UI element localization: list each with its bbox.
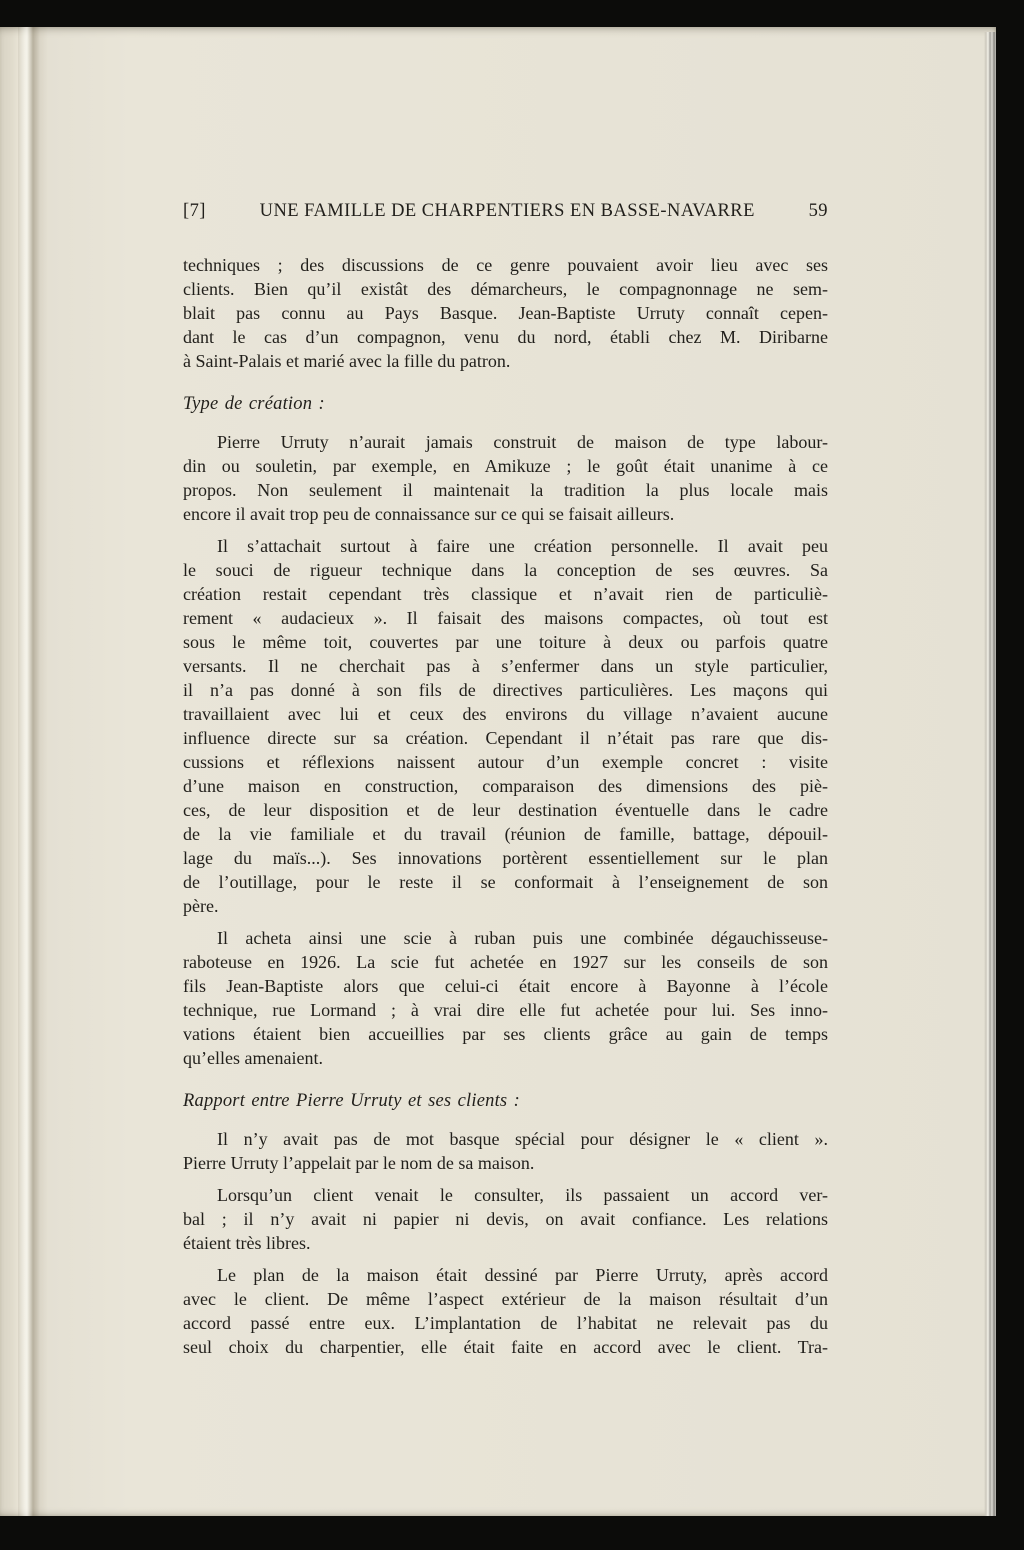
paragraph [183, 534, 828, 918]
spine-crease [18, 27, 40, 1516]
text-line: qu’elles amenaient. [183, 1048, 323, 1068]
text-line: raboteuse en 1926. La scie fut achetée en 1927 sur les conseils de son [183, 952, 828, 972]
text-line: dant le cas d’un compagnon, venu du nord, établi chez M. Diribarne [183, 327, 828, 347]
text-line: rement « audacieux ». Il faisait des maisons compactes, où tout est [183, 608, 828, 628]
text-line: versants. Il ne cherchait pas à s’enfermer dans un style particulier, [183, 656, 828, 676]
paragraph [183, 430, 828, 526]
header-title: UNE FAMILLE DE CHARPENTIERS EN BASSE-NAVARRE [259, 201, 755, 221]
paragraph [183, 253, 828, 373]
text-line: il n’a pas donné à son fils de directives particulières. Les maçons qui [183, 680, 828, 700]
text-line: père. [183, 896, 219, 916]
page-edge-stack [984, 32, 996, 1516]
text-line: Pierre Urruty n’aurait jamais construit de maison de type labour- [217, 432, 828, 452]
text-column [183, 198, 828, 1367]
text-line: Le plan de la maison était dessiné par Pierre Urruty, après accord [217, 1265, 828, 1285]
text-line: encore il avait trop peu de connaissance sur ce qui se faisait ailleurs. [183, 504, 675, 524]
text-line: à Saint-Palais et marié avec la fille du patron. [183, 351, 511, 371]
text-line: Lorsqu’un client venait le consulter, ils passaient un accord ver- [217, 1185, 828, 1205]
text-line: influence directe sur sa création. Cependant il n’était pas rare que dis- [183, 728, 828, 748]
text-line: technique, rue Lormand ; à vrai dire elle fut achetée pour lui. Ses inno- [183, 1000, 828, 1020]
text-line: Il acheta ainsi une scie à ruban puis une combinée dégauchisseuse- [217, 928, 828, 948]
text-line: cussions et réflexions naissent autour d’un exemple concret : visite [183, 752, 828, 772]
text-line: Pierre Urruty l’appelait par le nom de sa maison. [183, 1153, 535, 1173]
text-line: avec le client. De même l’aspect extérieur de la maison résultait d’un [183, 1289, 828, 1309]
text-line: création restait cependant très classique et n’avait rien de particuliè- [183, 584, 828, 604]
text-line: vations étaient bien accueillies par ses clients grâce au gain de temps [183, 1024, 828, 1044]
text-line: étaient très libres. [183, 1233, 311, 1253]
text-line: Il n’y avait pas de mot basque spécial pour désigner le « client ». [217, 1129, 828, 1149]
text-line: seul choix du charpentier, elle était faite en accord avec le client. Tra- [183, 1337, 828, 1357]
paragraph [183, 1183, 828, 1255]
text-line: blait pas connu au Pays Basque. Jean-Baptiste Urruty connaît cepen- [183, 303, 828, 323]
text-line: techniques ; des discussions de ce genre pouvaient avoir lieu avec ses [183, 255, 828, 275]
text-line: le souci de rigueur technique dans la conception de ses œuvres. Sa [183, 560, 828, 580]
section-heading: Rapport entre Pierre Urruty et ses clients : [183, 1091, 520, 1111]
paragraph [183, 926, 828, 1070]
text-line: travaillaient avec lui et ceux des environs du village n’avaient aucune [183, 704, 828, 724]
header-page-number: 59 [808, 201, 828, 221]
text-line: clients. Bien qu’il existât des démarcheurs, le compagnonnage ne sem- [183, 279, 828, 299]
page-header [183, 198, 828, 224]
text-line: ces, de leur disposition et de leur destination éventuelle dans le cadre [183, 800, 828, 820]
text-line: lage du maïs...). Ses innovations portèrent essentiellement sur le plan [183, 848, 828, 868]
text-line: Il s’attachait surtout à faire une création personnelle. Il avait peu [217, 536, 828, 556]
book-page [0, 27, 996, 1516]
paragraph [183, 1263, 828, 1359]
section-heading: Type de création : [183, 394, 325, 414]
text-line: d’une maison en construction, comparaison des dimensions des piè- [183, 776, 828, 796]
text-line: bal ; il n’y avait ni papier ni devis, on avait confiance. Les relations [183, 1209, 828, 1229]
paragraph [183, 1127, 828, 1175]
text-line: sous le même toit, couvertes par une toiture à deux ou parfois quatre [183, 632, 828, 652]
text-line: propos. Non seulement il maintenait la tradition la plus locale mais [183, 480, 828, 500]
text-line: accord passé entre eux. L’implantation de l’habitat ne relevait pas du [183, 1313, 828, 1333]
page-body [183, 253, 828, 1359]
text-line: de la vie familiale et du travail (réunion de famille, battage, dépouil- [183, 824, 828, 844]
text-line: fils Jean-Baptiste alors que celui-ci était encore à Bayonne à l’école [183, 976, 828, 996]
header-section-number: [7] [183, 201, 206, 221]
text-line: din ou souletin, par exemple, en Amikuze ; le goût était unanime à ce [183, 456, 828, 476]
text-line: de l’outillage, pour le reste il se conformait à l’enseignement de son [183, 872, 828, 892]
